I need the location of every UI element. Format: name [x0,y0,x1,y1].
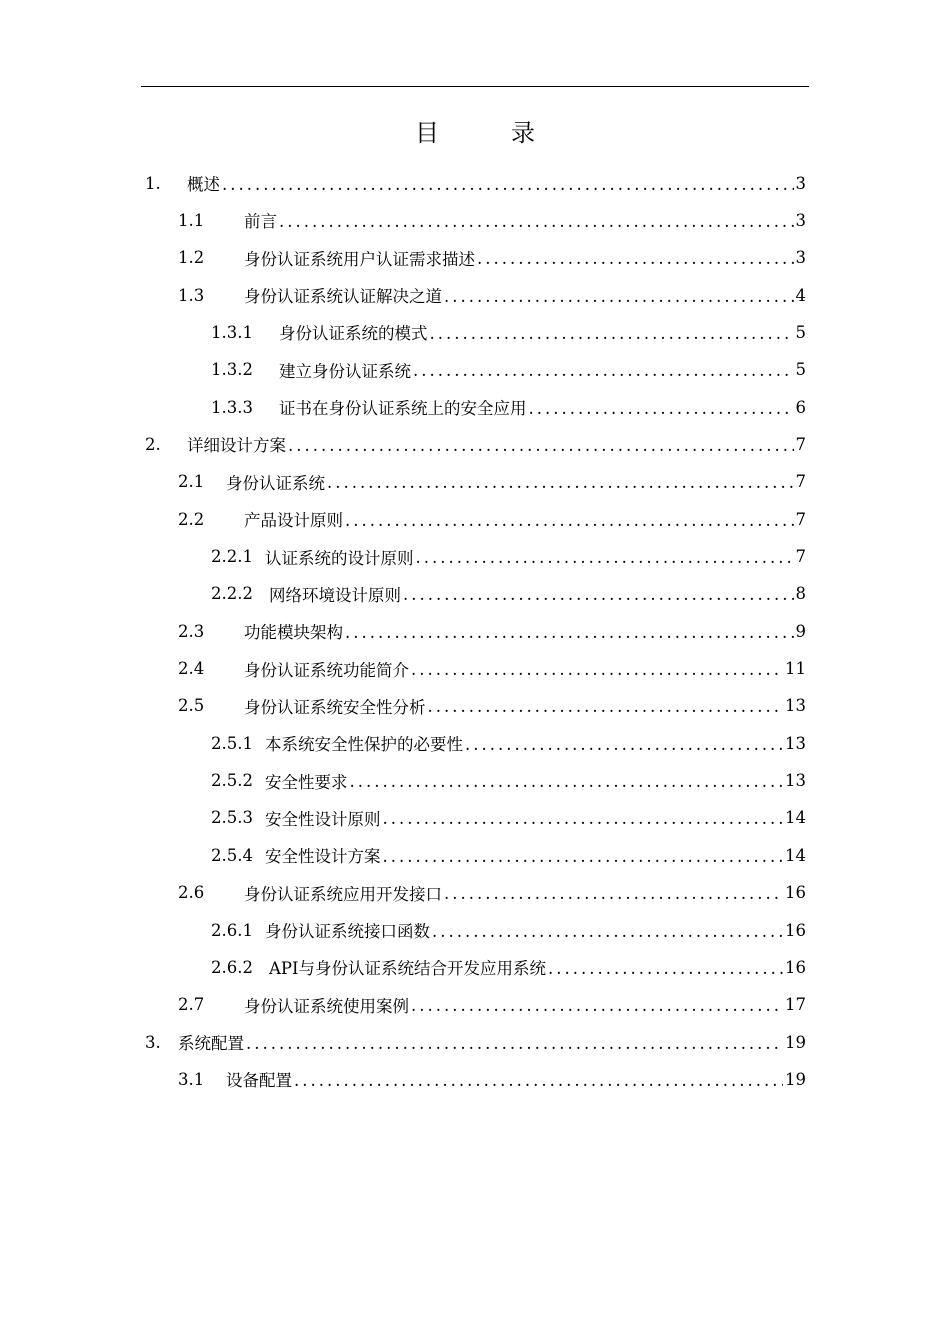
toc-entry-label: 产品设计原则 [244,511,343,531]
toc-dot-leader [279,212,794,231]
toc-entry-page: 14 [785,845,806,865]
toc-dot-leader [288,436,794,455]
toc-entry-label: 网络环境设计原则 [269,585,401,605]
header-rule [141,86,809,87]
toc-entry[interactable] [211,352,806,388]
toc-dot-leader [294,1071,783,1090]
toc-dot-leader [548,959,783,978]
toc-dot-leader [529,399,794,418]
toc-entry-number: 1. [145,173,161,193]
toc-entry-label: 身份认证系统接口函数 [265,922,430,941]
toc-entry-page: 17 [785,995,806,1015]
toc-entry[interactable] [211,800,806,836]
toc-entry[interactable] [145,1024,806,1060]
toc-entry-number: 2.5 [178,696,205,716]
toc-entry-label: 证书在身份认证系统上的安全应用 [279,399,527,419]
toc-entry-number: 2.2.2 [211,584,253,604]
toc-entry-label: 身份认证系统使用案例 [244,996,409,1016]
toc-entry-number: 2.6 [178,883,205,903]
toc-entry[interactable] [145,426,806,462]
toc-entry[interactable] [178,875,806,911]
toc-entry-label: 功能模块架构 [244,623,343,643]
toc-entry[interactable] [178,277,806,313]
toc-entry-label: 详细设计方案 [187,436,286,456]
toc-entry[interactable] [211,725,806,761]
toc-entry-number: 2.5.2 [211,771,253,791]
toc-entry-label: 安全性设计原则 [265,809,381,829]
toc-entry-page: 3 [795,173,806,193]
toc-entry-number: 1.3 [178,285,205,305]
toc-entry-label: 设备配置 [226,1071,292,1091]
toc-entry-label: 身份认证系统应用开发接口 [244,884,442,904]
toc-entry-number: 2. [145,434,161,454]
toc-entry-page: 19 [785,1069,806,1089]
toc-entry-label: 安全性要求 [265,772,348,792]
toc-dot-leader [413,361,794,380]
toc-dot-leader [383,809,784,828]
toc-entry-label: 系统配置 [178,1034,244,1054]
toc-entry-page: 6 [795,397,806,417]
toc-entry-number: 3. [145,1032,161,1052]
toc-entry-page: 13 [785,696,806,716]
toc-entry-page: 3 [795,210,806,230]
toc-entry-page: 5 [795,322,806,342]
toc-entry[interactable] [211,763,806,799]
toc-entry[interactable] [178,987,806,1023]
toc-entry-page: 11 [785,659,806,679]
toc-entry-label: 前言 [244,212,277,232]
toc-entry-label: 身份认证系统认证解决之道 [244,287,442,307]
toc-entry-label: 认证系统的设计原则 [265,548,414,568]
toc-entry-label: 身份认证系统功能简介 [244,660,409,680]
toc-entry-page: 19 [785,1032,806,1052]
toc-entry-page: 13 [785,771,806,791]
toc-entry[interactable] [211,539,806,575]
toc-entry-label: 建立身份认证系统 [279,361,411,381]
toc-dot-leader [444,884,783,903]
toc-entry-number: 2.2.1 [211,547,253,566]
toc-entry[interactable] [178,202,806,238]
toc-entry-page: 4 [795,285,806,305]
toc-entry[interactable] [211,949,806,985]
toc-dot-leader [222,175,794,194]
toc-dot-leader [345,511,794,530]
toc-entry-page: 16 [785,957,806,977]
toc-entry-label: 身份认证系统用户认证需求描述 [244,249,475,269]
toc-entry[interactable] [211,314,806,350]
toc-entry-label: 身份认证系统 [226,473,325,493]
toc-entry-number: 2.7 [178,995,205,1015]
toc-entry[interactable] [145,165,806,201]
toc-dot-leader [411,996,783,1015]
toc-entry[interactable] [178,613,806,649]
toc-entry-number: 2.1 [178,472,205,492]
toc-entry-number: 2.5.1 [211,733,253,753]
toc-entry[interactable] [178,464,806,500]
toc-dot-leader [444,287,794,306]
toc-entry-page: 3 [795,248,806,268]
toc-dot-leader [327,473,794,492]
toc-entry[interactable] [211,837,806,873]
toc-entry-page: 5 [795,360,806,380]
toc-entry-page: 7 [795,509,806,529]
toc-entry[interactable] [211,389,806,425]
toc-entry-number: 1.3.1 [211,322,253,342]
toc-entry[interactable] [211,912,806,948]
toc-entry-label: 本系统安全性保护的必要性 [265,735,463,755]
toc-dot-leader [383,847,784,866]
toc-entry-page: 9 [795,621,806,641]
toc-dot-leader [345,623,794,642]
toc-entry-label: 身份认证系统安全性分析 [244,697,426,717]
toc-entry-page: 16 [785,920,806,940]
toc-entry-page: 16 [785,883,806,903]
toc-entry-label: 安全性设计方案 [265,847,381,867]
toc-entry[interactable] [178,240,806,276]
toc-entry[interactable] [178,651,806,687]
toc-dot-leader [432,922,783,941]
toc-entry-number: 2.5.4 [211,845,253,865]
toc-entry-number: 1.3.2 [211,360,253,380]
toc-title: 目录 [415,119,607,147]
toc-dot-leader [416,548,794,567]
toc-dot-leader [411,660,783,679]
toc-entry-number: 2.6.1 [211,920,253,940]
toc-entry-number: 2.2 [178,509,205,529]
toc-entry[interactable] [178,501,806,537]
toc-entry[interactable] [178,1061,806,1097]
toc-entry-number: 1.1 [178,210,205,230]
toc-entry-number: 2.4 [178,659,205,679]
toc-entry-number: 1.3.3 [211,397,253,417]
toc-dot-leader [430,324,794,343]
toc-entry-label: 身份认证系统的模式 [279,324,428,344]
toc-entry[interactable] [178,688,806,724]
toc-entry-page: 7 [795,472,806,492]
toc-entry[interactable] [211,576,806,612]
toc-entry-number: 3.1 [178,1069,205,1089]
toc-entry-page: 13 [785,733,806,753]
toc-dot-leader [350,772,784,791]
toc-entry-number: 2.6.2 [211,957,253,977]
toc-entry-label: 概述 [187,175,220,194]
toc-entry-page: 7 [795,434,806,454]
toc-dot-leader [403,585,794,604]
toc-entry-page: 7 [795,547,806,566]
toc-entry-label: API与身份认证系统结合开发应用系统 [269,959,547,979]
toc-dot-leader [465,735,783,754]
toc-dot-leader [477,249,794,268]
toc-dot-leader [428,697,784,716]
toc-entry-number: 1.2 [178,248,205,268]
toc-entry-number: 2.3 [178,621,205,641]
toc-entry-page: 8 [795,584,806,604]
toc-dot-leader [246,1034,783,1053]
toc-entry-number: 2.5.3 [211,808,253,828]
toc-entry-page: 14 [785,808,806,828]
